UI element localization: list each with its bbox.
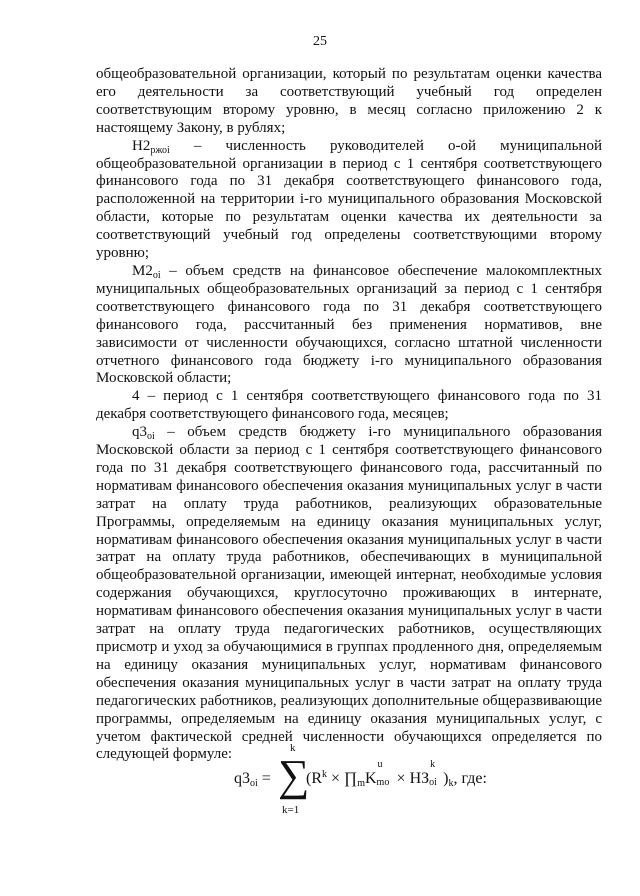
formula-rhs bbox=[306, 759, 487, 789]
sum-sign: ∑ bbox=[278, 751, 310, 800]
symbol-n2: Н2 bbox=[132, 137, 151, 154]
symbol-m2-subscript: оi bbox=[152, 269, 161, 281]
formula-k: K bbox=[364, 770, 377, 787]
sum-upper-limit: k bbox=[290, 742, 296, 754]
paragraph-q3-definition bbox=[96, 424, 602, 764]
formula-nz: × НЗ bbox=[392, 770, 430, 787]
formula-close-paren: ) bbox=[443, 770, 449, 787]
page-number: 25 bbox=[313, 34, 327, 49]
symbol-m2: М2 bbox=[132, 262, 153, 279]
m2-definition-text: – объем средств на финансовое обеспечение малокомплектных муниципальных общеобразовательных организаций за период с 1 сентября соответствующего финансового года по 31 декабря соответствующего финансового года, рассчитанный без применения нормативов, вне зависимости от численности обучающихся, согласно штатной численности отчетного финансового года бюджету i-го муниципального образования Московской области; bbox=[96, 262, 602, 387]
document-body bbox=[96, 66, 602, 764]
formula-k-indices bbox=[376, 759, 393, 788]
formula-tail: , где: bbox=[453, 770, 487, 787]
formula-k-sub: mo bbox=[376, 777, 390, 788]
formula-r: (R bbox=[306, 770, 322, 787]
formula-nz-indices bbox=[429, 759, 443, 788]
formula-product-sub: m bbox=[357, 778, 365, 789]
formula-r-sup: k bbox=[322, 769, 327, 780]
paragraph-n2-definition bbox=[96, 138, 602, 263]
formula-lhs-subscript: оi bbox=[250, 778, 258, 789]
formula-product: × ∏ bbox=[327, 770, 358, 787]
formula-equals: = bbox=[257, 770, 271, 787]
paragraph-continuation: общеобразовательной организации, который по результатам оценки качества его деятельности за соответствующий учебный год определен соответствующим второму уровню, в месяц согласно приложению 2 к настоящему Закону, в рублях; bbox=[96, 66, 602, 136]
formula-lhs-symbol: q3 bbox=[234, 770, 250, 787]
sum-lower-limit: k=1 bbox=[282, 804, 300, 816]
formula-lhs bbox=[234, 770, 271, 788]
paragraph-m2-definition bbox=[96, 263, 602, 388]
formula-nz-sup: k bbox=[430, 759, 436, 770]
formula-close-sub: k bbox=[448, 778, 454, 789]
symbol-n2-subscript: ржоi bbox=[150, 144, 170, 156]
formula-nz-sub: оi bbox=[429, 777, 437, 788]
symbol-q3-subscript: оi bbox=[147, 431, 155, 443]
q3-definition-text: – объем средств бюджету i-го муниципального образования Московской области за период с 1 сентября соответствующего финансового года по 31 декабря соответствующего финансового года, рассчитанный по нормативам финансового обеспечения оказания муниципальных услуг в части затрат на оплату труда работников, реализующих образовательные Программы, определяемым на единицу оказания муниципальных услуг, нормативам финансового обеспечения оказания муниципальных услуг в части затрат на оплату труда работников, обеспечивающих в муниципальной общеобразовательной организации, имеющей интернат, необходимые условия содержания обучающихся, круглосуточно проживающих в интернате, нормативам финансового обеспечения оказания муниципальных услуг в части затрат на оплату труда педагогических работников, осуществляющих присмотр и уход за обучающимися в группах продленного дня, определяемым на единицу оказания муниципальных услуг, нормативам финансового обеспечения оказания муниципальных услуг в части затрат на оплату труда педагогических работников, реализующих дополнительные общеразвивающие программы, определяемым на единицу оказания муниципальных услуг, с учетом фактической средней численности обучающихся определяется по следующей формуле: bbox=[96, 424, 602, 763]
n2-definition-text: – численность руководителей о-ой муниципальной общеобразовательной организации в период с 1 сентября соответствующего финансового года по 31 декабря соответствующего финансового года, расположенной на территории i-го муниципального образования Московской области, которые по результатам оценки качества их деятельности за соответствующий учебный год определены соответствующими второму уровню; bbox=[96, 137, 602, 262]
formula-q3 bbox=[234, 742, 534, 820]
formula-k-sup: u bbox=[377, 759, 383, 770]
paragraph-period-definition: 4 – период с 1 сентября соответствующего финансового года по 31 декабря соответствующего финансового года, месяцев; bbox=[96, 388, 602, 423]
symbol-q3: q3 bbox=[132, 424, 147, 441]
